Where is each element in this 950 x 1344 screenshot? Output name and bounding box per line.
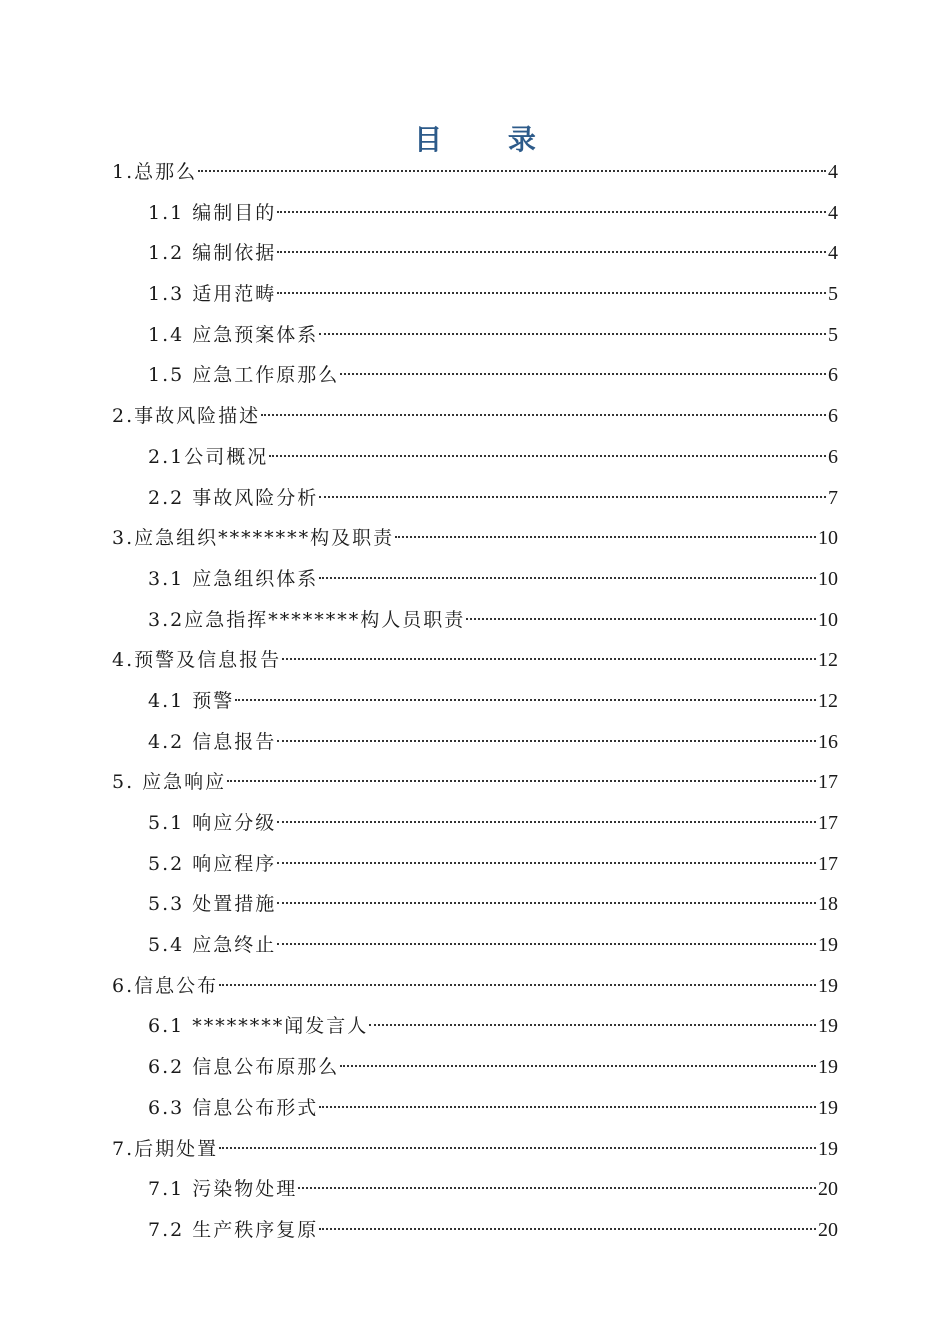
- toc-dot-leader: [219, 1147, 816, 1149]
- toc-entry[interactable]: [112, 315, 838, 356]
- toc-entry-page-number: 6: [828, 445, 838, 468]
- toc-entry-label: 6.1 ********闻发言人: [148, 1015, 369, 1038]
- toc-entry[interactable]: [112, 600, 838, 641]
- toc-entry[interactable]: [112, 152, 838, 193]
- toc-entry-page-number: 6: [828, 405, 838, 428]
- toc-dot-leader: [466, 618, 816, 620]
- toc-dot-leader: [227, 780, 816, 782]
- toc-entry-page-number: 17: [818, 771, 838, 794]
- toc-entry[interactable]: [112, 1006, 838, 1047]
- toc-entry-page-number: 6: [828, 364, 838, 387]
- toc-dot-leader: [319, 333, 826, 335]
- toc-entry[interactable]: [112, 559, 838, 600]
- toc-entry-page-number: 7: [828, 486, 838, 509]
- toc-dot-leader: [198, 170, 826, 172]
- table-of-contents: [112, 152, 838, 1251]
- toc-dot-leader: [261, 414, 826, 416]
- toc-dot-leader: [319, 1106, 816, 1108]
- toc-entry-label: 7.2 生产秩序复原: [148, 1218, 319, 1241]
- toc-entry-page-number: 5: [828, 323, 838, 346]
- toc-entry-label: 4.预警及信息报告: [112, 649, 282, 672]
- toc-entry-label: 7.后期处置: [112, 1137, 219, 1160]
- toc-dot-leader: [277, 821, 816, 823]
- toc-entry[interactable]: [112, 518, 838, 559]
- toc-entry[interactable]: [112, 274, 838, 315]
- toc-entry-page-number: 5: [828, 283, 838, 306]
- toc-entry-label: 1.总那么: [112, 161, 198, 183]
- toc-entry-label: 1.3 适用范畴: [148, 283, 277, 306]
- toc-entry-label: 5.4 应急终止: [148, 934, 277, 957]
- toc-entry-label: 1.4 应急预案体系: [148, 323, 319, 346]
- toc-dot-leader: [395, 536, 816, 538]
- toc-entry[interactable]: [112, 884, 838, 925]
- toc-entry-label: 6.3 信息公布形式: [148, 1096, 319, 1119]
- toc-entry-label: 6.2 信息公布原那么: [148, 1056, 340, 1079]
- toc-dot-leader: [235, 699, 816, 701]
- toc-entry-page-number: 19: [818, 1015, 838, 1038]
- toc-entry[interactable]: [112, 1169, 838, 1210]
- toc-entry-page-number: 17: [818, 852, 838, 875]
- toc-dot-leader: [277, 251, 826, 253]
- toc-entry-page-number: 10: [818, 608, 838, 631]
- toc-entry-page-number: 10: [818, 527, 838, 550]
- toc-entry-label: 2.1公司概况: [148, 445, 269, 468]
- toc-entry[interactable]: [112, 925, 838, 966]
- toc-entry[interactable]: [112, 1129, 838, 1170]
- toc-entry[interactable]: [112, 193, 838, 234]
- toc-dot-leader: [369, 1024, 816, 1026]
- toc-entry-page-number: 4: [828, 242, 838, 265]
- toc-entry[interactable]: [112, 1210, 838, 1251]
- toc-dot-leader: [277, 740, 816, 742]
- toc-entry-label: 1.2 编制依据: [148, 242, 277, 265]
- toc-entry-page-number: 19: [818, 974, 838, 997]
- toc-entry-page-number: 19: [818, 1137, 838, 1160]
- toc-entry[interactable]: [112, 1047, 838, 1088]
- toc-entry-page-number: 12: [818, 649, 838, 672]
- toc-dot-leader: [340, 373, 826, 375]
- toc-dot-leader: [269, 455, 826, 457]
- toc-entry-label: 5.2 响应程序: [148, 852, 277, 875]
- toc-entry-label: 3.2应急指挥********构人员职责: [148, 608, 466, 631]
- toc-entry-page-number: 19: [818, 934, 838, 957]
- toc-entry-label: 5.3 处置措施: [148, 893, 277, 916]
- toc-entry[interactable]: [112, 762, 838, 803]
- toc-dot-leader: [277, 292, 826, 294]
- toc-entry-page-number: 17: [818, 812, 838, 834]
- toc-entry[interactable]: [112, 803, 838, 844]
- toc-dot-leader: [319, 577, 816, 579]
- toc-entry[interactable]: [112, 233, 838, 274]
- toc-entry-page-number: 18: [818, 893, 838, 916]
- toc-entry-page-number: 20: [818, 1218, 838, 1241]
- toc-entry[interactable]: [112, 681, 838, 722]
- toc-dot-leader: [298, 1187, 816, 1189]
- toc-entry-label: 4.2 信息报告: [148, 730, 277, 753]
- toc-entry-label: 6.信息公布: [112, 974, 219, 997]
- toc-entry[interactable]: [112, 1088, 838, 1129]
- toc-entry[interactable]: [112, 844, 838, 885]
- toc-entry-page-number: 10: [818, 567, 838, 590]
- toc-entry-page-number: 20: [818, 1178, 838, 1201]
- toc-dot-leader: [277, 943, 816, 945]
- toc-entry[interactable]: [112, 478, 838, 519]
- toc-dot-leader: [277, 211, 826, 213]
- toc-title: 目 录: [414, 123, 564, 156]
- toc-entry-page-number: 4: [828, 201, 838, 224]
- toc-entry-label: 4.1 预警: [148, 689, 235, 712]
- toc-entry[interactable]: [112, 640, 838, 681]
- toc-entry[interactable]: [112, 722, 838, 763]
- toc-entry-label: 3.应急组织********构及职责: [112, 527, 395, 550]
- toc-entry-label: 3.1 应急组织体系: [148, 567, 319, 590]
- toc-entry[interactable]: [112, 437, 838, 478]
- toc-entry-page-number: 19: [818, 1096, 838, 1119]
- toc-entry[interactable]: [112, 966, 838, 1007]
- toc-entry[interactable]: [112, 396, 838, 437]
- toc-entry[interactable]: [112, 355, 838, 396]
- toc-entry-label: 1.5 应急工作原那么: [148, 364, 340, 387]
- toc-entry-label: 2.事故风险描述: [112, 405, 261, 428]
- toc-entry-label: 7.1 污染物处理: [148, 1178, 298, 1201]
- toc-dot-leader: [219, 984, 816, 986]
- toc-dot-leader: [319, 1228, 816, 1230]
- toc-dot-leader: [282, 658, 816, 660]
- toc-dot-leader: [340, 1065, 816, 1067]
- toc-entry-page-number: 4: [828, 161, 838, 183]
- toc-dot-leader: [277, 902, 816, 904]
- toc-entry-page-number: 19: [818, 1056, 838, 1079]
- toc-entry-page-number: 12: [818, 689, 838, 712]
- toc-dot-leader: [319, 496, 826, 498]
- toc-entry-label: 1.1 编制目的: [148, 201, 277, 224]
- toc-entry-label: 5. 应急响应: [112, 771, 227, 794]
- toc-entry-page-number: 16: [818, 730, 838, 753]
- toc-entry-label: 2.2 事故风险分析: [148, 486, 319, 509]
- toc-entry-label: 5.1 响应分级: [148, 812, 277, 834]
- toc-dot-leader: [277, 862, 816, 864]
